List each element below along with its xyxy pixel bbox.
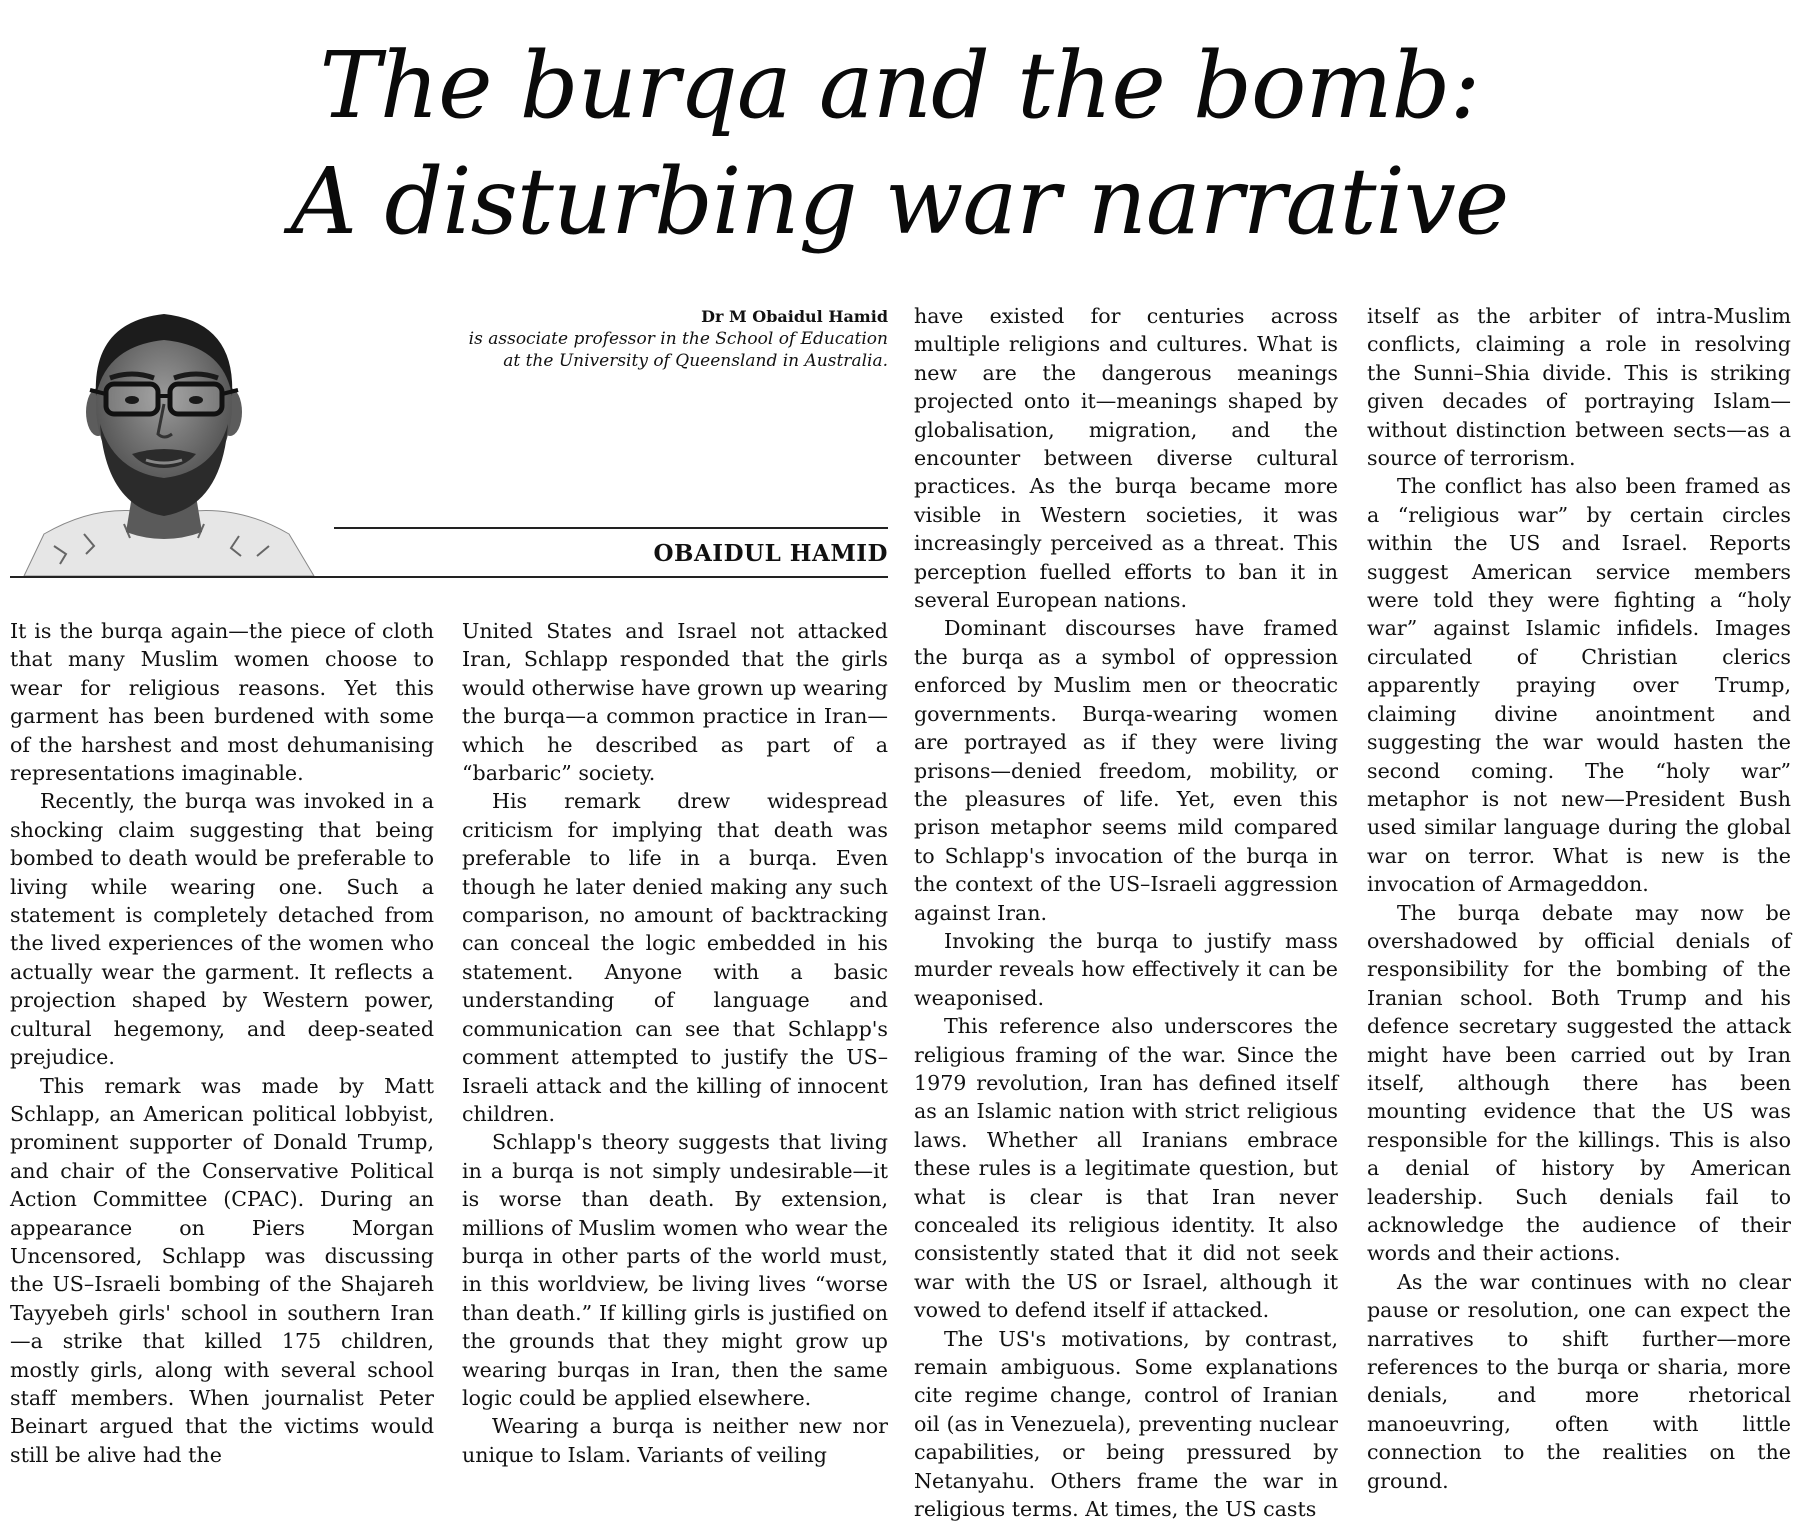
paragraph: The US's motivations, by contrast, remain ambiguous. Some explanations cite regime change, control of Iranian oil (as in Venezuela), preventing nuclear capabilities, or being pressured by Netanyahu. Others frame the war in religious terms. At times, the US casts [914, 1326, 1338, 1522]
paragraph: Schlapp's theory suggests that living in a burqa is not simply undesirable—it is worse than death. By extension, millions of Muslim women who wear the burqa in other parts of the world must, in this worldview, be living lives “worse than death.” If killing girls is justified on the grounds that they might grow up wearing burqas in Iran, then the same logic could be applied elsewhere. [462, 1130, 888, 1410]
byline-rule [334, 527, 888, 529]
paragraph: Recently, the burqa was invoked in a shocking claim suggesting that being bombed to death would be preferable to living while wearing one. Such a statement is completely detached from the lived experiences of the women who actually wear the garment. It reflects a projection shaped by Western power, cultural hegemony, and deep-seated prejudice. [10, 789, 434, 1070]
headline [0, 28, 1799, 260]
byline: OBAIDUL HAMID [653, 540, 888, 567]
article-column-1 [10, 617, 434, 1469]
paragraph: United States and Israel not attacked Iran, Schlapp responded that the girls would otherwise have grown up wearing the burqa—a common practice in Iran—which he described as part of a “barbaric” society. [462, 619, 888, 786]
paragraph: The burqa debate may now be overshadowed by official denials of responsibility for the bombing of the Iranian school. Both Trump and his defence secretary suggested the attack might have been carried out by Iran itself, although there has been mounting evidence that the US was responsible for the killings. This is also a denial of history by American leadership. Such denials fail to acknowledge the audience of their words and their actions. [1367, 900, 1791, 1266]
paragraph: Invoking the burqa to justify mass murder reveals how effectively it can be weaponised. [914, 928, 1338, 1010]
paragraph: It is the burqa again—the piece of cloth that many Muslim women choose to wear for religious reasons. Yet this garment has been burdened with some of the harshest and most dehumanising representations imaginable. [10, 619, 434, 786]
paragraph: This remark was made by Matt Schlapp, an American political lobbyist, prominent supporter of Donald Trump, and chair of the Conservative Political Action Committee (CPAC). During an appearance on Piers Morgan Uncensored, Schlapp was discussing the US–Israeli bombing of the Shajareh Tayyebeh girls' school in southern Iran—a strike that killed 175 children, mostly girls, along with several school staff members. When journalist Peter Beinart argued that the victims would still be alive had the [10, 1073, 434, 1467]
article-column-3 [914, 302, 1338, 1523]
paragraph: Wearing a burqa is neither new nor unique to Islam. Variants of veiling [462, 1414, 888, 1467]
author-bio-line-2: at the University of Queensland in Australia. [503, 351, 888, 371]
article-column-4 [1367, 302, 1791, 1495]
paragraph: As the war continues with no clear pause or resolution, one can expect the narratives to shift further—more references to the burqa or sharia, more denials, and more rhetorical manoeuvring, often with little connection to the realities on the ground. [1367, 1269, 1791, 1493]
paragraph: itself as the arbiter of intra-Muslim conflicts, claiming a role in resolving the Sunni–Shia divide. This is striking given decades of portraying Islam—without distinction between sects—as a source of terrorism. [1367, 304, 1791, 471]
paragraph: This reference also underscores the religious framing of the war. Since the 1979 revolution, Iran has defined itself as an Islamic nation with strict religious laws. Whether all Iranians embrace these rules is a legitimate question, but what is clear is that Iran never concealed its religious identity. It also consistently stated that it did not seek war with the US or Israel, although it vowed to defend itself if attacked. [914, 1014, 1338, 1323]
author-name: Dr M Obaidul Hamid [701, 307, 888, 326]
paragraph: His remark drew widespread criticism for implying that death was preferable to life in a burqa. Even though he later denied making any such comparison, no amount of backtracking can conceal the logic embedded in his statement. Anyone with a basic understanding of language and communication can see that Schlapp's comment attempted to justify the US–Israeli attack and the killing of innocent children. [462, 789, 888, 1126]
author-bio-line-1: is associate professor in the School of Education [468, 329, 888, 349]
article-column-2 [462, 617, 888, 1469]
author-bio [380, 306, 888, 372]
paragraph: have existed for centuries across multiple religions and cultures. What is new are the dangerous meanings projected onto it—meanings shaped by globalisation, migration, and the encounter between diverse cultural practices. As the burqa became more visible in Western societies, it was increasingly perceived as a threat. This perception fuelled efforts to ban it in several European nations. [914, 304, 1338, 613]
author-portrait-icon [14, 284, 334, 576]
photo-base-rule [10, 576, 888, 578]
paragraph: The conflict has also been framed as a “religious war” by certain circles within the US and Israel. Reports suggest American service members were told they were fighting a “holy war” against Islamic infidels. Images circulated of Christian clerics apparently praying over Trump, claiming divine anointment and suggesting the war would hasten the second coming. The “holy war” metaphor is not new—President Bush used similar language during the global war on terror. What is new is the invocation of Armageddon. [1367, 474, 1791, 897]
author-photo [14, 284, 334, 576]
paragraph: Dominant discourses have framed the burqa as a symbol of oppression enforced by Muslim men or theocratic governments. Burqa-wearing women are portrayed as if they were living prisons—denied freedom, mobility, or the pleasures of life. Yet, even this prison metaphor seems mild compared to Schlapp's invocation of the burqa in the context of the US–Israeli aggression against Iran. [914, 616, 1338, 925]
headline-line-2: A disturbing war narrative [290, 148, 1509, 255]
headline-line-1: The burqa and the bomb: [319, 32, 1480, 139]
